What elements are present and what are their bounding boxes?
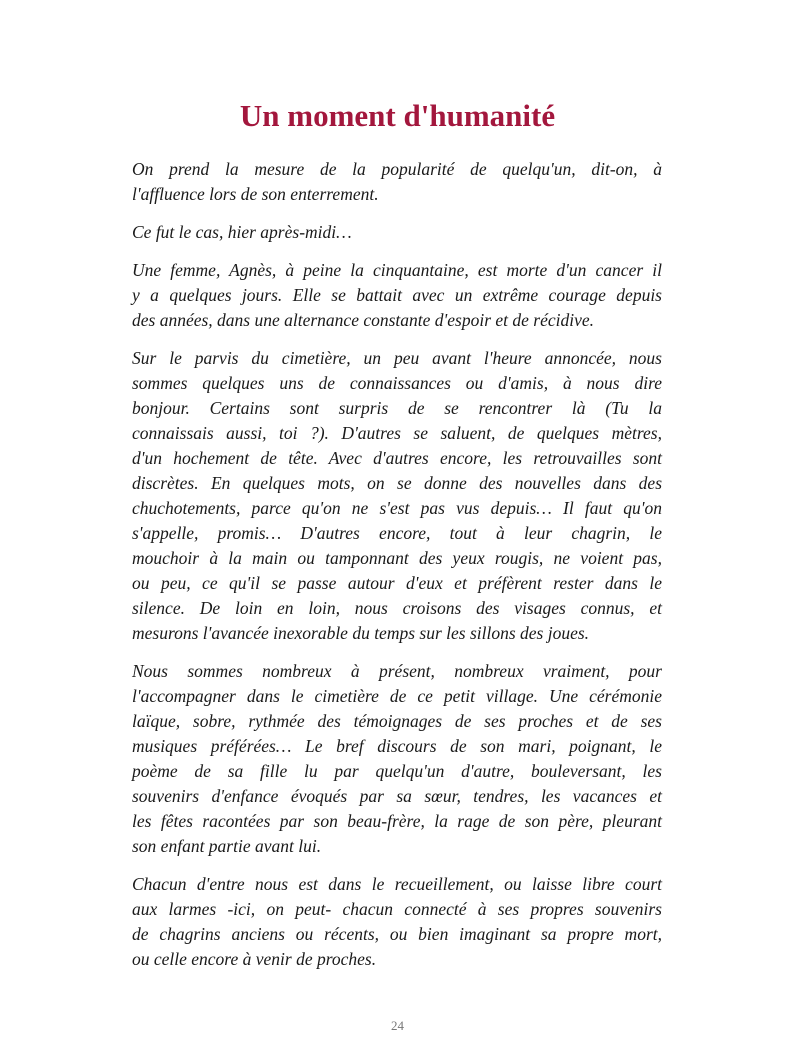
text-line: Chacun d'entre nous est dans le recueillement, ou laisse libre court	[132, 874, 662, 894]
text-line: silence. De loin en loin, nous croisons des visages connus, et	[132, 598, 662, 618]
text-line: y a quelques jours. Elle se battait avec un extrême courage depuis	[132, 285, 662, 305]
text-line: poème de sa fille lu par quelqu'un d'autre, bouleversant, les	[132, 761, 662, 781]
text-line: On prend la mesure de la popularité de quelqu'un, dit-on, à	[132, 159, 662, 179]
text-line: laïque, sobre, rythmée des témoignages de ses proches et de ses	[132, 711, 662, 731]
text-line: des années, dans une alternance constante d'espoir et de récidive.	[132, 310, 595, 330]
paragraph	[132, 258, 662, 333]
text-line: l'accompagner dans le cimetière de ce petit village. Une cérémonie	[132, 686, 662, 706]
text-line: de chagrins anciens ou récents, ou bien imaginant sa propre mort,	[132, 924, 662, 944]
text-line: mouchoir à la main ou tamponnant des yeux rougis, ne voient pas,	[132, 548, 662, 568]
text-line: Une femme, Agnès, à peine la cinquantaine, est morte d'un cancer il	[132, 260, 662, 280]
text-line: aux larmes -ici, on peut- chacun connecté à ses propres souvenirs	[132, 899, 662, 919]
text-line: bonjour. Certains sont surpris de se rencontrer là (Tu la	[132, 398, 662, 418]
paragraph	[132, 872, 662, 972]
text-line: connaissais aussi, toi ?). D'autres se saluent, de quelques mètres,	[132, 423, 662, 443]
text-line: d'un hochement de tête. Avec d'autres encore, les retrouvailles sont	[132, 448, 662, 468]
text-line: Ce fut le cas, hier après-midi…	[132, 222, 352, 242]
paragraph	[132, 659, 662, 859]
paragraph	[132, 157, 662, 207]
text-line: les fêtes racontées par son beau-frère, la rage de son père, pleurant	[132, 811, 662, 831]
text-line: l'affluence lors de son enterrement.	[132, 184, 379, 204]
text-line: souvenirs d'enfance évoqués par sa sœur, tendres, les vacances et	[132, 786, 662, 806]
text-line: Nous sommes nombreux à présent, nombreux vraiment, pour	[132, 661, 662, 681]
text-line: s'appelle, promis… D'autres encore, tout à leur chagrin, le	[132, 523, 662, 543]
text-line: discrètes. En quelques mots, on se donne des nouvelles dans des	[132, 473, 662, 493]
text-line: chuchotements, parce qu'on ne s'est pas vus depuis… Il faut qu'on	[132, 498, 662, 518]
text-line: ou peu, ce qu'il se passe autour d'eux et préfèrent rester dans le	[132, 573, 662, 593]
chapter-title: Un moment d'humanité	[239, 98, 556, 133]
text-line: son enfant partie avant lui.	[132, 836, 322, 856]
page-number: 24	[391, 1018, 404, 1033]
text-line: Sur le parvis du cimetière, un peu avant l'heure annoncée, nous	[132, 348, 662, 368]
text-line: musiques préférées… Le bref discours de son mari, poignant, le	[132, 736, 662, 756]
paragraph	[132, 346, 662, 646]
text-line: ou celle encore à venir de proches.	[132, 949, 377, 969]
text-line: sommes quelques uns de connaissances ou d'amis, à nous dire	[132, 373, 662, 393]
text-line: mesurons l'avancée inexorable du temps sur les sillons des joues.	[132, 623, 590, 643]
paragraph	[132, 220, 662, 245]
chapter-body	[132, 157, 662, 985]
